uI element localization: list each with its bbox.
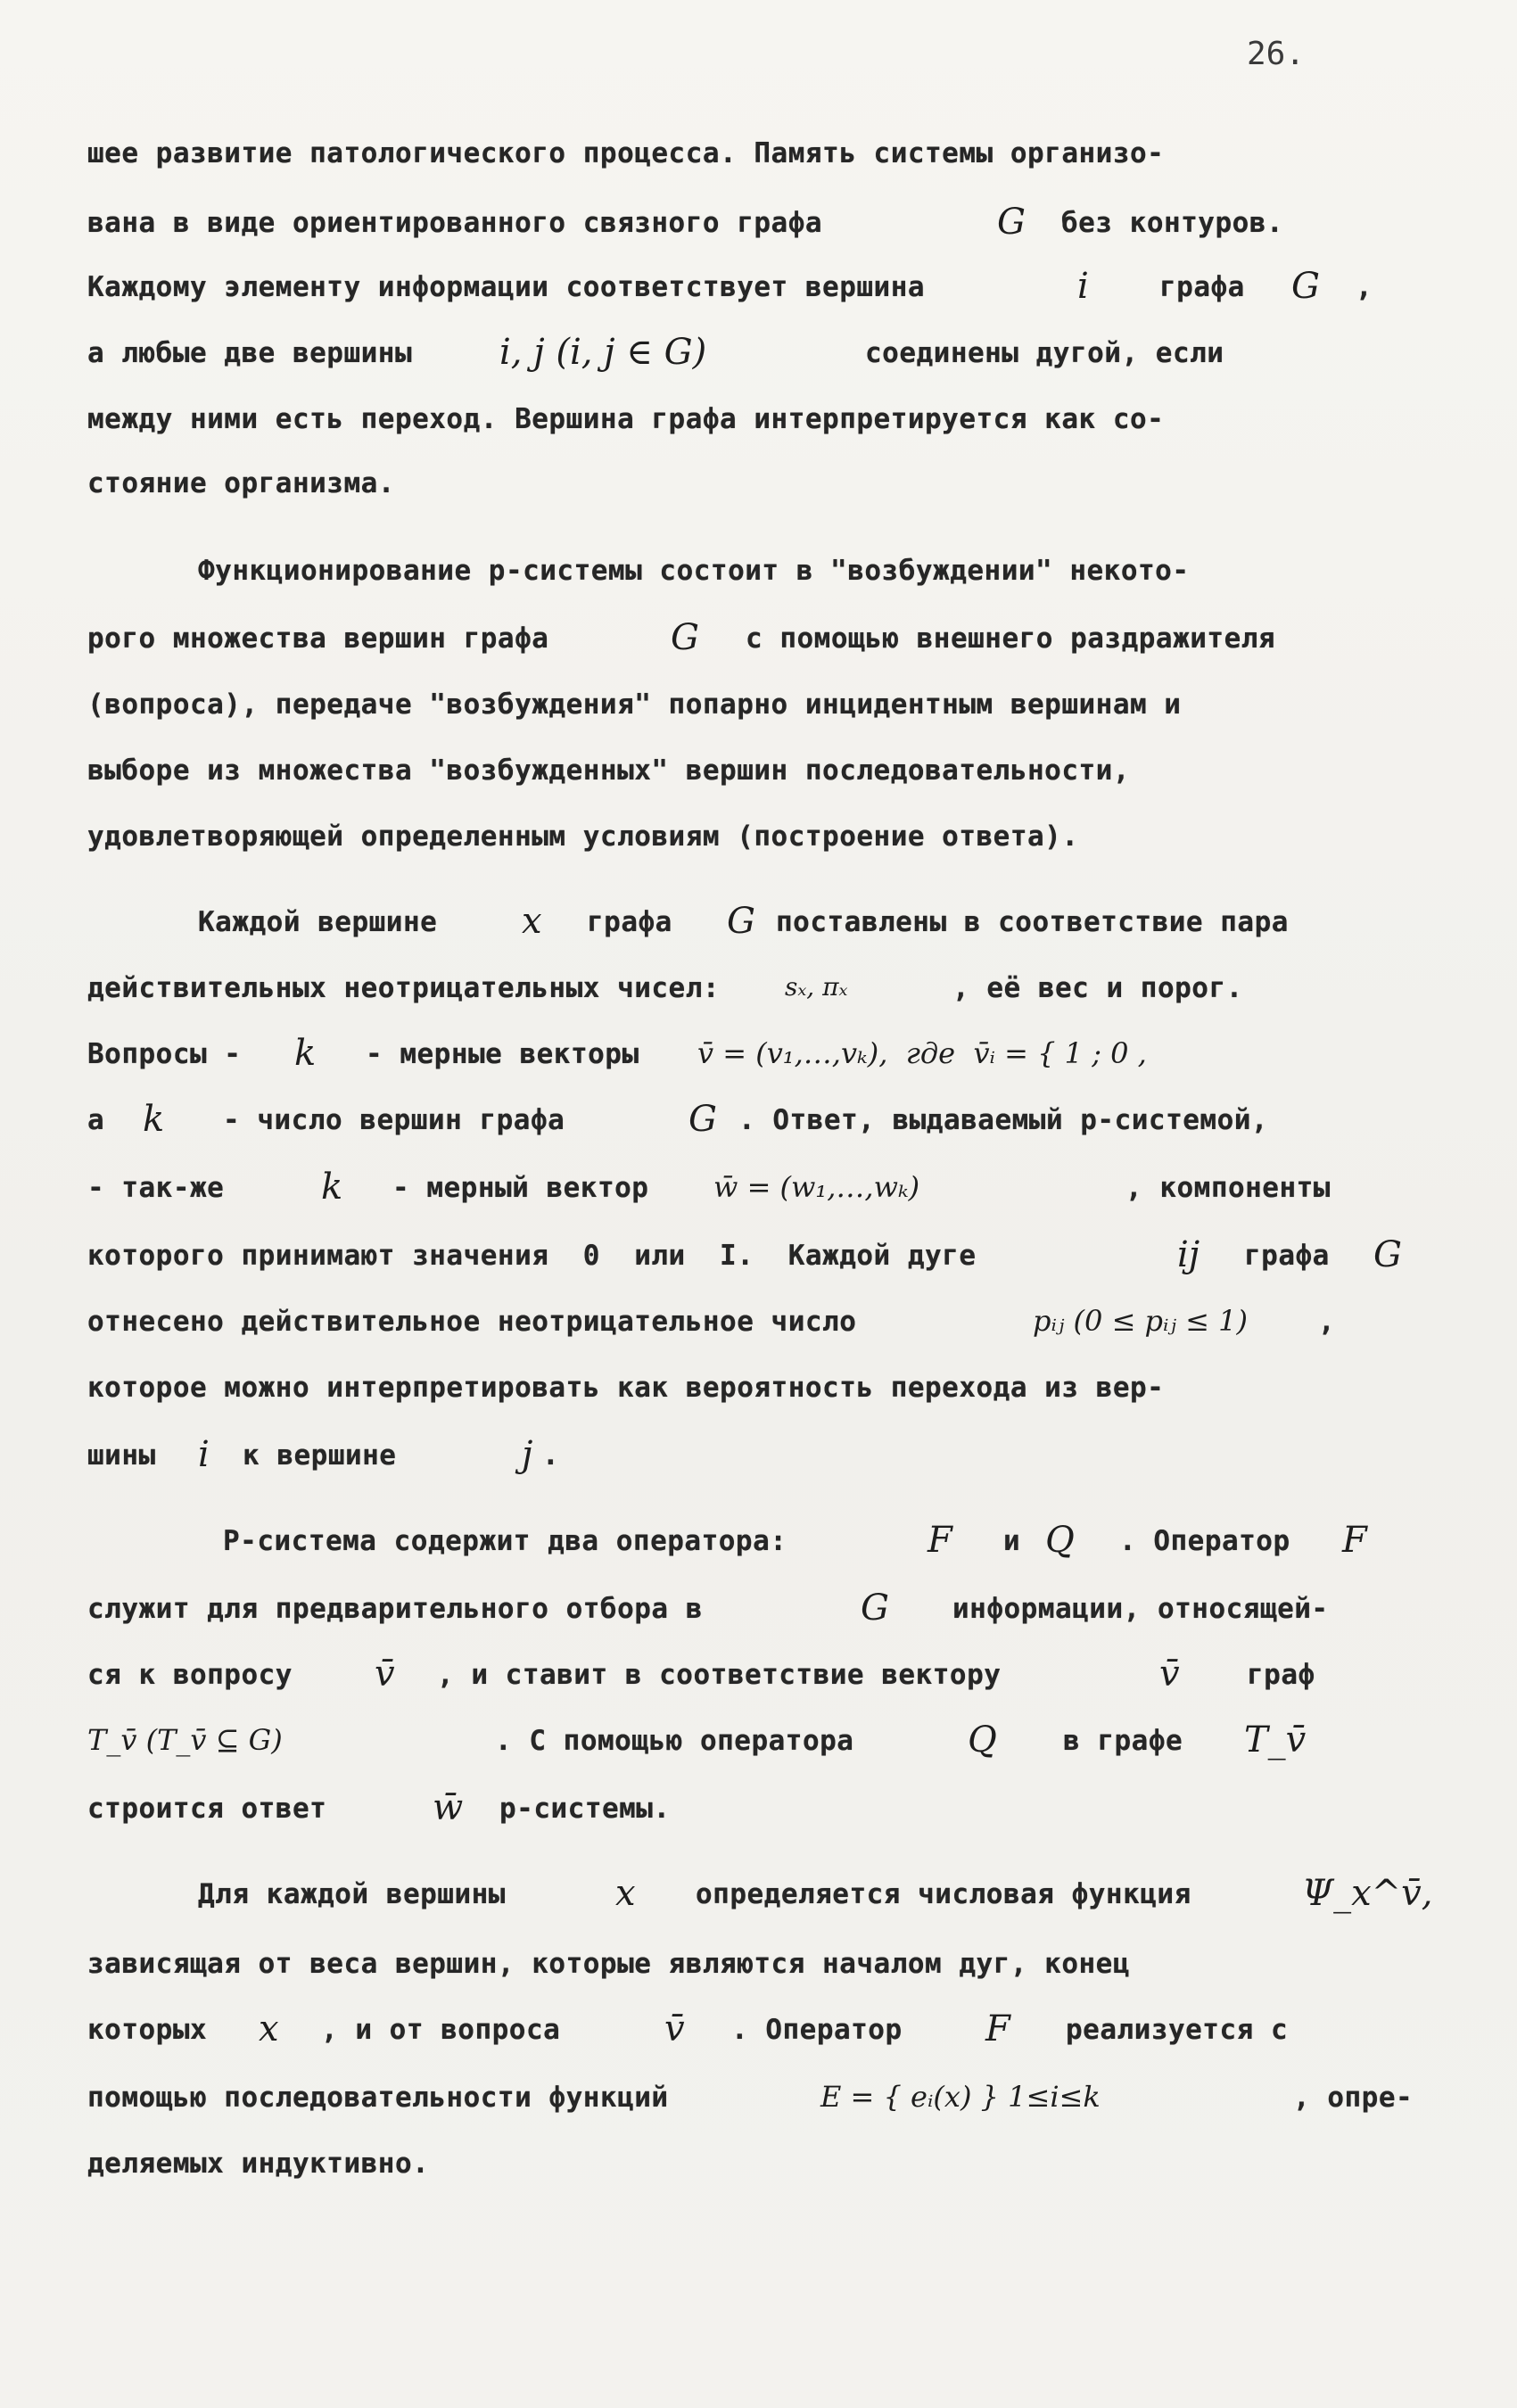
typed-text: . Ответ, выдаваемый р-системой,	[738, 1104, 1269, 1136]
typed-text: графа	[1244, 1240, 1330, 1272]
typed-text: стояние организма.	[87, 467, 395, 499]
handwritten-formula: v̄ = (v₁,…,vₖ), где v̄ᵢ = { 1 ; 0 ,	[697, 1036, 1147, 1070]
typed-text: Функционирование р-системы состоит в "возбуждении" некото-	[198, 555, 1190, 587]
typed-text: . Оператор	[731, 2014, 903, 2046]
typed-text: информации, относящей-	[952, 1593, 1329, 1625]
handwritten-formula: x	[615, 1873, 636, 1914]
handwritten-formula: G	[727, 901, 755, 942]
typed-text: - число вершин графа	[223, 1104, 565, 1136]
handwritten-formula: E = { eᵢ(x) } 1≤i≤k	[820, 2080, 1101, 2114]
typed-text: которых	[87, 2014, 208, 2046]
handwritten-formula: G	[688, 1099, 717, 1140]
handwritten-formula: v̄	[1159, 1653, 1180, 1695]
page-number: 26.	[1247, 36, 1306, 72]
typed-text: определяется числовая функция	[696, 1878, 1191, 1910]
handwritten-formula: k	[143, 1099, 165, 1140]
typed-text: Для каждой вершины	[198, 1878, 506, 1910]
handwritten-formula: v̄	[375, 1653, 395, 1695]
typed-text: Вопросы -	[87, 1038, 242, 1070]
typed-text: удовлетворяющей определенным условиям (построение ответа).	[87, 821, 1079, 853]
handwritten-formula: w̄ = (w₁,…,wₖ)	[713, 1170, 920, 1204]
typed-text: а любые две вершины	[87, 337, 413, 369]
typed-text: Каждому элементу информации соответствует вершина	[87, 271, 926, 303]
handwritten-formula: F	[985, 2008, 1010, 2049]
typed-text: а	[87, 1104, 105, 1136]
handwritten-formula: G	[861, 1587, 889, 1629]
typed-text: - мерные векторы	[366, 1038, 639, 1070]
typed-text: которое можно интерпретировать как вероятность перехода из вер-	[87, 1372, 1165, 1404]
typed-text: графа	[1159, 271, 1245, 303]
handwritten-formula: G	[1291, 266, 1320, 307]
handwritten-formula: pᵢⱼ (0 ≤ pᵢⱼ ≤ 1)	[1033, 1304, 1248, 1338]
typed-text: служит для предварительного отбора в	[87, 1593, 703, 1625]
typed-text: шее развитие патологического процесса. Память системы организо-	[87, 137, 1165, 169]
handwritten-formula: G	[671, 617, 699, 658]
typed-text: в графе	[1063, 1725, 1183, 1757]
typed-text: помощью последовательности функций	[87, 2082, 669, 2114]
typed-text: зависящая от веса вершин, которые являются началом дуг, конец	[87, 1948, 1130, 1980]
typed-text: , и от вопроса	[321, 2014, 561, 2046]
handwritten-formula: F	[1342, 1520, 1367, 1561]
handwritten-formula: j	[522, 1434, 533, 1475]
handwritten-formula: i, j (i, j ∈ G)	[499, 332, 707, 373]
typed-text: вана в виде ориентированного связного графа	[87, 207, 823, 239]
typed-text: Р-система содержит два оператора:	[223, 1525, 787, 1557]
handwritten-formula: x	[522, 901, 542, 942]
handwritten-formula: k	[321, 1167, 343, 1208]
handwritten-formula: Q	[968, 1719, 997, 1761]
handwritten-formula: i	[198, 1434, 210, 1475]
typed-text: , компоненты	[1125, 1172, 1331, 1204]
typed-text: , и ставит в соответствие вектору	[437, 1659, 1002, 1691]
typed-text: между ними есть переход. Вершина графа интерпретируется как со-	[87, 403, 1165, 435]
typed-text: графа	[587, 906, 672, 938]
typed-text: которого принимают значения 0 или I. Каждой дуге	[87, 1240, 977, 1272]
typed-text: деляемых индуктивно.	[87, 2148, 430, 2180]
typed-text: ,	[1356, 271, 1373, 303]
typed-text: отнесено действительное неотрицательное число	[87, 1306, 857, 1338]
typed-text: рого множества вершин графа	[87, 623, 549, 655]
typed-text: строится ответ	[87, 1793, 327, 1825]
typed-text: соединены дугой, если	[865, 337, 1224, 369]
typed-text: без контуров.	[1061, 207, 1284, 239]
typed-text: р-системы.	[499, 1793, 671, 1825]
typed-text: . С помощью оператора	[495, 1725, 854, 1757]
handwritten-formula: G	[1373, 1234, 1402, 1275]
handwritten-formula: G	[997, 202, 1026, 243]
typed-text: с помощью внешнего раздражителя	[746, 623, 1276, 655]
typed-text: , её вес и порог.	[952, 972, 1243, 1004]
typed-text: и	[1003, 1525, 1021, 1557]
typed-text: реализуется с	[1066, 2014, 1289, 2046]
typed-text: . Оператор	[1119, 1525, 1290, 1557]
handwritten-formula: ij	[1177, 1234, 1200, 1275]
handwritten-formula: sₓ, πₓ	[785, 972, 848, 1002]
handwritten-formula: x	[259, 2008, 279, 2049]
handwritten-formula: T_v̄ (T_v̄ ⊆ G)	[87, 1723, 283, 1757]
typed-text: действительных неотрицательных чисел:	[87, 972, 721, 1004]
handwritten-formula: T_v̄	[1244, 1719, 1307, 1761]
typed-text: - мерный вектор	[392, 1172, 649, 1204]
typed-text: , опре-	[1293, 2082, 1414, 2114]
typed-text: (вопроса), передаче "возбуждения" попарно инцидентным вершинам и	[87, 689, 1182, 721]
handwritten-formula: i	[1077, 266, 1089, 307]
typed-text: к вершине	[243, 1439, 397, 1472]
typed-text: ,	[1318, 1306, 1336, 1338]
typed-text: Каждой вершине	[198, 906, 438, 938]
typed-text: ся к вопросу	[87, 1659, 293, 1691]
typed-text: поставлены в соответствие пара	[776, 906, 1289, 938]
handwritten-formula: Ψ_x^v̄,	[1302, 1873, 1433, 1914]
handwritten-formula: Q	[1045, 1520, 1075, 1561]
typed-text: шины	[87, 1439, 156, 1472]
handwritten-formula: F	[928, 1520, 952, 1561]
handwritten-formula: w̄	[433, 1787, 464, 1828]
typed-text: .	[542, 1439, 560, 1472]
typed-text: - так-же	[87, 1172, 225, 1204]
handwritten-formula: k	[294, 1033, 317, 1074]
typed-text: выборе из множества "возбужденных" вершин последовательности,	[87, 755, 1130, 787]
typed-text: граф	[1247, 1659, 1315, 1691]
handwritten-formula: v̄	[664, 2008, 685, 2049]
